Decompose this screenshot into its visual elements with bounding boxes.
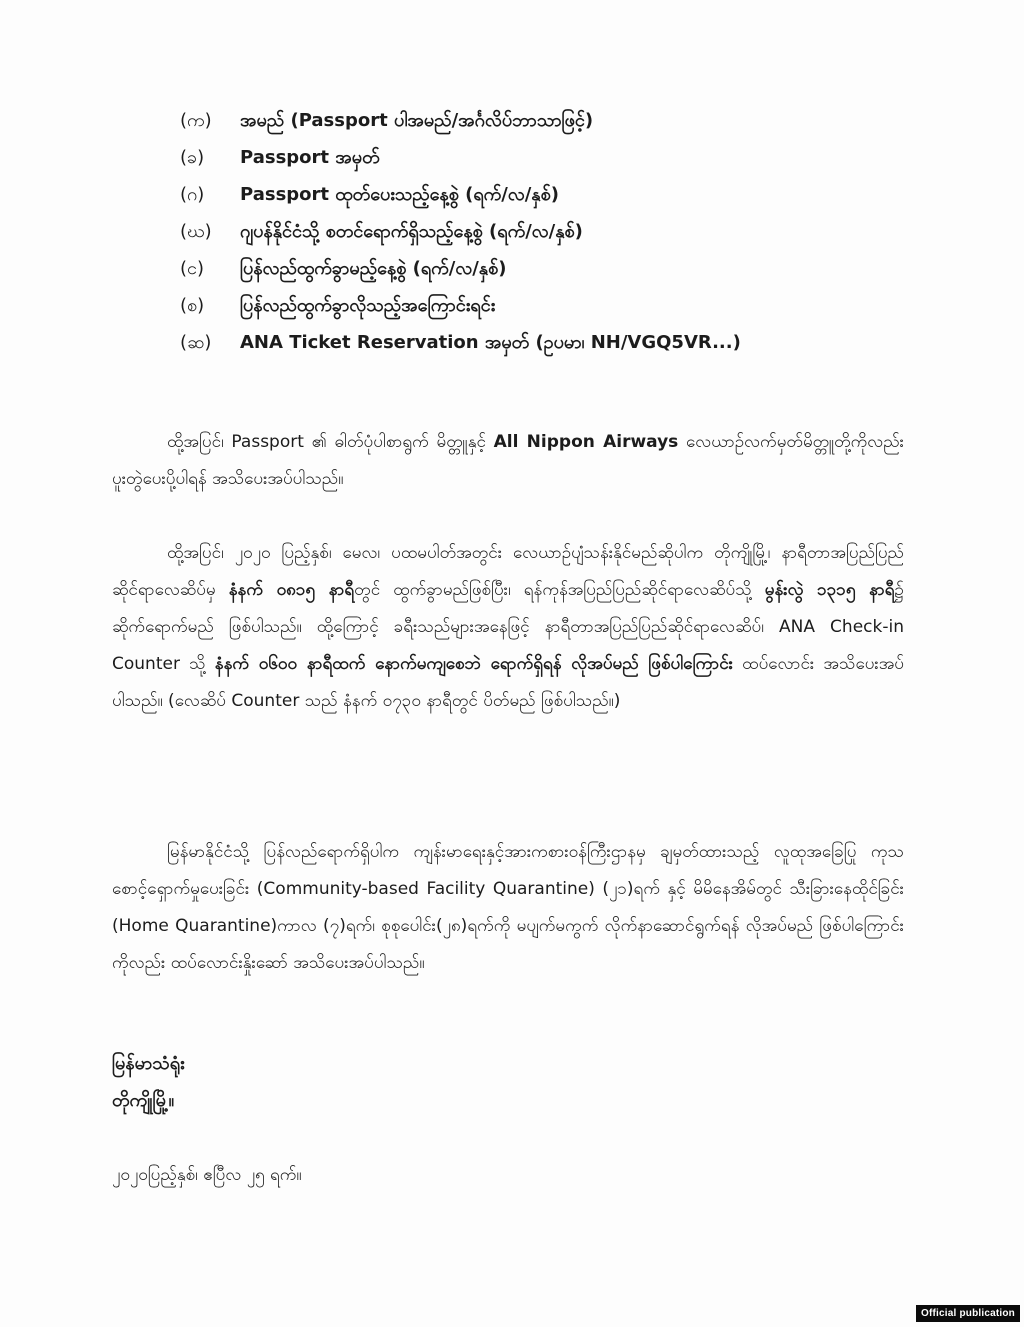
list-marker: (င) (180, 258, 205, 279)
list-item (180, 182, 880, 219)
paragraph-attachments (112, 424, 904, 498)
list-text: အမည် (Passport ပါအမည်/အင်္ဂလိပ်ဘာသာဖြင့်) (240, 110, 594, 131)
signature-city: တိုကျိုမြို့။ (112, 1090, 175, 1111)
list-marker: (ဃ) (180, 221, 212, 242)
para-text: ထပ်လောင်း အသိပေးအပ်ပါသည်။ (လေဆိပ် Counter သည် နံနက် ၀၇၃၀ နာရီတွင် ပိတ်မည် ဖြစ်ပါသည်။) (112, 654, 905, 711)
paragraph-quarantine (112, 834, 904, 982)
para-text: မြန်မာနိုင်ငံသို့ ပြန်လည်ရောက်ရှိပါက ကျန်းမာရေးနှင့်အားကစားဝန်ကြီးဌာနမှ ချမှတ်ထားသည့် လူထုအခြေပြု ကုသစောင့်ရှောက်မှုပေးခြင်း (Community-based Facility Quarantine) (၂၁)ရက် နှင့် မိမိနေအိမ်တွင် သီးခြားနေထိုင်ခြင်း (Home Quarantine)ကာလ (၇)ရက်၊ စုစုပေါင်း(၂၈)ရက်ကို မပျက်မကွက် လိုက်နာဆောင်ရွက်ရန် လိုအပ်မည် ဖြစ်ပါကြောင်းကိုလည်း ထပ်လောင်းနှိုးဆော် အသိပေးအပ်ပါသည်။ (112, 842, 904, 973)
list-text: ပြန်လည်ထွက်ခွာလိုသည့်အကြောင်းရင်း (240, 295, 496, 316)
list-marker: (ခ) (180, 147, 205, 168)
para-text: တွင် ထွက်ခွာမည်ဖြစ်ပြီး၊ ရန်ကုန်အပြည်ပြည်ဆိုင်ရာလေဆိပ်သို့ (354, 580, 765, 600)
list-marker: (ဆ) (180, 332, 212, 353)
para-text: လေယာဉ်လက်မှတ်မိတ္တူတို့ကိုလည်း ပူးတွဲပေးပို့ပါရန် အသိပေးအပ်ပါသည်။ (112, 432, 904, 489)
list-item (180, 108, 880, 145)
list-marker: (ဂ) (180, 184, 205, 205)
para-text: ထို့အပြင်၊ ၂၀၂၀ ပြည့်နှစ်၊ မေလ၊ ပထမပါတ်အတွင်း လေယာဉ်ပျံသန်းနိုင်မည်ဆိုပါက တိုကျိုမြို့၊ နာရီတာအပြည်ပြည်ဆိုင်ရာလေဆိပ်မှ (112, 543, 904, 600)
list-item (180, 330, 880, 367)
list-item (180, 293, 880, 330)
departure-time: နံနက် ၀၈၁၅ နာရီ (228, 580, 355, 600)
required-info-list (180, 108, 880, 367)
list-marker: (က) (180, 110, 212, 131)
list-text: ပြန်လည်ထွက်ခွာမည့်နေ့စွဲ (ရက်/လ/နှစ်) (240, 258, 507, 279)
signature-block (112, 1045, 185, 1119)
arrival-time: မွန်းလွဲ ၁၃၁၅ နာရီ (764, 580, 895, 600)
signature-embassy: မြန်မာသံရုံး (112, 1053, 185, 1074)
paragraph-flight-schedule (112, 535, 904, 720)
check-in-deadline: နံနက် ၀၆၀၀ နာရီထက် နောက်မကျစေဘဲ ရောက်ရှိရန် လိုအပ်မည် ဖြစ်ပါကြောင်း (214, 654, 733, 674)
airline-name: All Nippon Airways (493, 432, 679, 452)
official-publication-badge: Official publication (916, 1305, 1020, 1322)
document-date: ၂၀၂၀ပြည့်နှစ်၊ ဧပြီလ ၂၅ ရက်။ (112, 1165, 302, 1185)
list-text: ANA Ticket Reservation အမှတ် (ဥပမာ၊ NH/VGQ5VR...) (240, 332, 741, 353)
list-text: Passport ထုတ်ပေးသည့်နေ့စွဲ (ရက်/လ/နှစ်) (240, 184, 559, 205)
list-marker: (စ) (180, 295, 205, 316)
para-text: ၌ ဆိုက်ရောက်မည် ဖြစ်ပါသည်။ ထို့ကြောင့် ခရီးသည်များအနေဖြင့် နာရီတာအပြည်ပြည်ဆိုင်ရာလေဆိပ်၊ ANA Check-in Counter သို့ (112, 580, 904, 674)
list-item (180, 256, 880, 293)
list-text: Passport အမှတ် (240, 147, 380, 168)
list-item (180, 145, 880, 182)
list-item (180, 219, 880, 256)
para-text: ထို့အပြင်၊ Passport ၏ ဓါတ်ပုံပါစာရွက် မိတ္တူနှင့် (167, 432, 494, 452)
list-text: ဂျပန်နိုင်ငံသို့ စတင်ရောက်ရှိသည့်နေ့စွဲ (ရက်/လ/နှစ်) (240, 221, 583, 242)
